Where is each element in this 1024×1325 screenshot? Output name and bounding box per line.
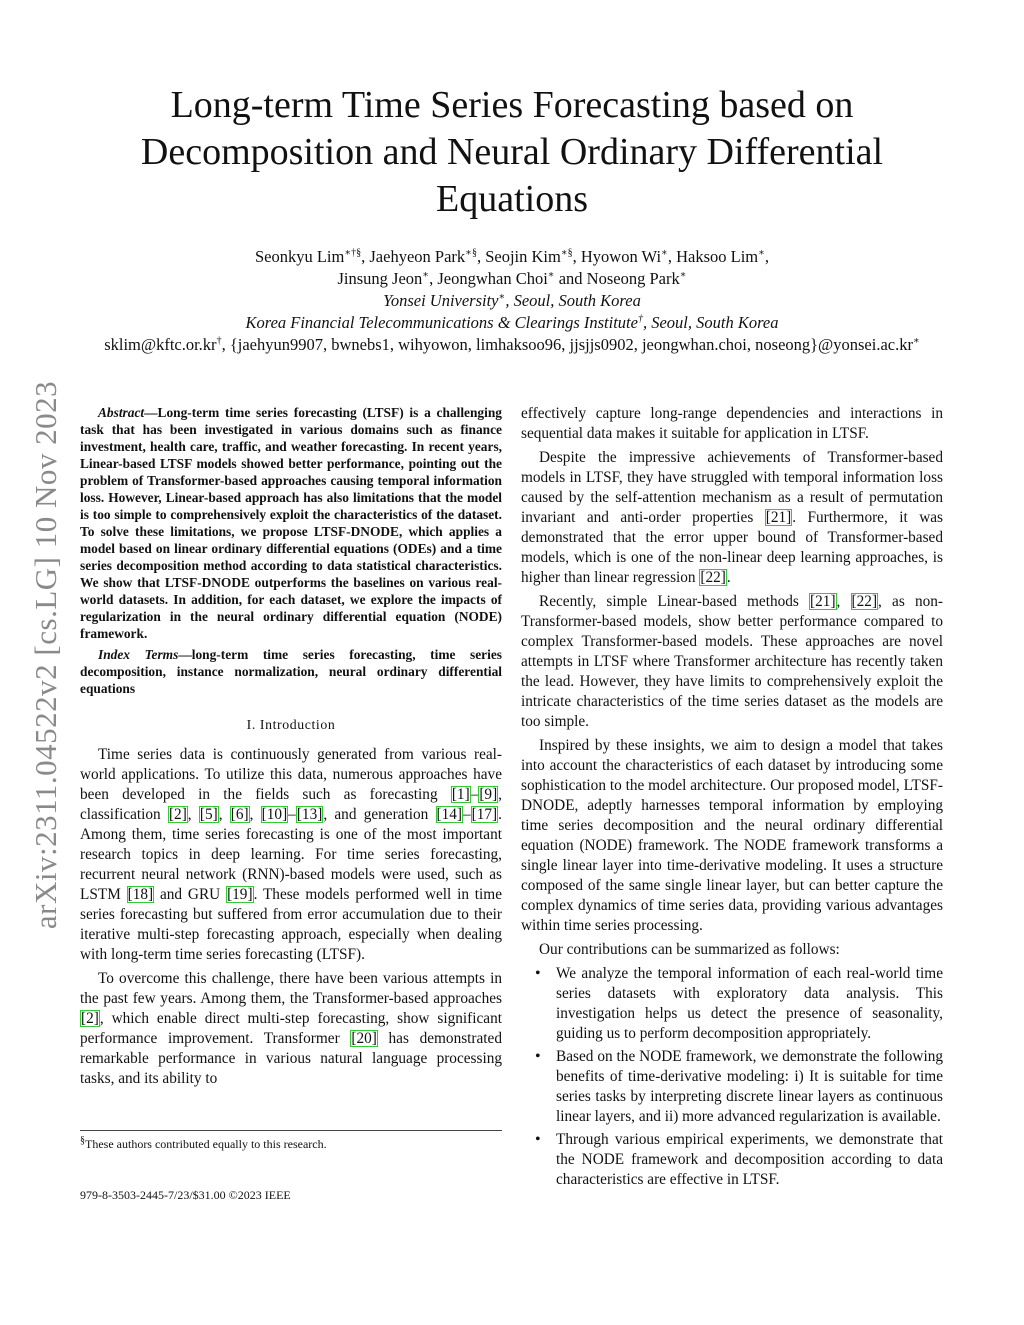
text: has demonstrated remarkable performance in various natural language processing tasks, and its ability to — [80, 1030, 502, 1087]
citation-link[interactable]: [20] — [351, 1030, 377, 1047]
citation-link[interactable]: [18] — [127, 886, 154, 903]
citation-link[interactable]: [13] — [296, 806, 323, 823]
text: , — [249, 806, 261, 823]
contributions-intro: Our contributions can be summarized as follows: — [539, 941, 840, 958]
author-name: , Jeongwhan Choi — [429, 269, 548, 288]
intro-paragraph-continued: effectively capture long-range dependencies and interactions in sequential data makes it suitable for application in LTSF. — [521, 405, 943, 442]
paper-title: Long-term Time Series Forecasting based on Decomposition and Neural Ordinary Differential Equations — [140, 84, 884, 220]
text: , — [218, 806, 230, 823]
text: and GRU — [154, 886, 227, 903]
intro-paragraph-3 — [521, 448, 943, 588]
abstract-label: Abstract — [98, 405, 145, 420]
affiliation-name: Korea Financial Telecommunications & Clearings Institute — [245, 313, 638, 332]
citation-link[interactable]: [21] — [810, 593, 836, 610]
affiliation-location: , Seoul, South Korea — [642, 313, 779, 332]
author-name: , Jaehyeon Park — [361, 247, 466, 266]
author-mark: ∗ — [422, 269, 430, 281]
text: Despite the impressive achievements of Transformer-based models in LTSF, they have struggled with temporal information loss caused by the self-attention mechanism as a result of permutation invariant and anti-order properties — [521, 449, 943, 526]
affiliation-2 — [80, 312, 944, 334]
text: , which enable direct multi-step forecasting, show significant performance improvement. Transformer — [80, 1010, 502, 1047]
affiliation-name: Yonsei University — [383, 291, 499, 310]
author-block — [80, 246, 944, 356]
arxiv-identifier: arXiv:2311.04522v2 [cs.LG] 10 Nov 2023 — [28, 380, 63, 930]
author-mark: ∗ — [679, 269, 687, 281]
author-mark: ∗§ — [560, 247, 573, 259]
contribution-item: • We analyze the temporal information of each real-world time series datasets with exploratory data analysis. This investigation helps us detect the presence of seasonality, guiding us to perform decomposition appropriately. — [521, 964, 943, 1044]
intro-paragraph-5: Inspired by these insights, we aim to design a model that takes into account the characteristics of each dataset by introducing some sophistication to the model architecture. Our proposed model, LTSF-DNODE, adeptly harnesses temporal information by employing time series decomposition and the neural ordinary differential equation (NODE) framework. The NODE framework transforms a single linear layer into time-derivative modeling. It uses a structure composed of the same single linear layer, but can better capture the complex dynamics of time series data, providing various advantages within time series processing. — [521, 737, 943, 934]
abstract — [80, 404, 502, 697]
author-mark: ∗ — [547, 269, 555, 281]
text: To overcome this challenge, there have been various attempts in the past few years. Among them, the Transformer-based approaches — [80, 970, 502, 1007]
citation-link[interactable]: [5] — [199, 806, 218, 823]
right-column — [521, 404, 943, 1193]
text: – — [470, 786, 479, 803]
citation-link[interactable]: [19] — [227, 886, 253, 903]
copyright-notice: 979-8-3503-2445-7/23/$31.00 ©2023 IEEE — [80, 1188, 291, 1202]
intro-paragraph-1 — [80, 745, 502, 965]
text: , as non-Transformer-based models, show better performance compared to complex Transformer-based models. These approaches are novel attempts in LTSF where Transformer architecture has recently taken the lead. However, they have limits to comprehensively exploit the intricate characteristics of the time series dataset as the models are too simple. — [521, 593, 943, 730]
footnote-mark: § — [80, 1135, 85, 1146]
text: , and generation — [323, 806, 436, 823]
author-mark: ∗†§ — [344, 247, 362, 259]
affiliation-mark: † — [637, 313, 643, 325]
author-line-1 — [80, 246, 944, 268]
email-mark: ∗ — [912, 335, 920, 347]
abstract-text: —Long-term time series forecasting (LTSF) is a challenging task that has been investigated in various domains such as finance investment, health care, traffic, and weather forecasting. In recent years, Linear-based LTSF models showed better performance, pointing out the problem of Transformer-based approaches causing temporal information loss. However, Linear-based approach has also limitations that the model is too simple to comprehensively exploit the characteristics of the dataset. To solve these limitations, we propose LTSF-DNODE, which applies a model based on linear ordinary differential equations (ODEs) and a time series decomposition method according to data statistical characteristics. We show that LTSF-DNODE outperforms the baselines on various real-world datasets. In addition, for each dataset, we explore the impacts of regularization in the neural ordinary differential equation (NODE) framework. — [80, 405, 502, 641]
citation-link[interactable]: [22] — [851, 593, 878, 610]
author-mark: ∗ — [758, 247, 765, 259]
citation-link[interactable]: [2] — [168, 806, 187, 823]
citation-link[interactable]: [9] — [479, 786, 498, 803]
index-terms-label: Index Terms — [98, 647, 179, 662]
email-yonsei[interactable]: , {jaehyun9907, bwnebs1, wihyowon, limhaksoo96, jjsjjs0902, jeongwhan.choi, noseong}@yonsei.ac.kr — [221, 335, 913, 354]
index-terms-text: —long-term time series forecasting, time series decomposition, instance normalization, neural ordinary differential equations — [80, 647, 503, 696]
email-mark: † — [216, 335, 222, 347]
abstract-paragraph — [80, 404, 502, 642]
text: . Among them, time series forecasting is one of the most important research topics in deep learning. For time series forecasting, recurrent neural network (RNN)-based models were used, such as LSTM — [80, 806, 502, 903]
citation-link[interactable]: [1] — [451, 786, 470, 803]
author-line-2 — [80, 268, 944, 290]
intro-paragraph-4 — [521, 592, 943, 732]
text: Recently, simple Linear-based methods — [539, 593, 810, 610]
citation-link[interactable]: [14] — [436, 806, 462, 823]
citation-link[interactable]: [17] — [471, 806, 498, 823]
author-separator: , — [764, 247, 770, 266]
text: , classification — [80, 786, 502, 823]
text: . Furthermore, it was demonstrated that the error upper bound of Transformer-based models, which is one of the non-linear deep learning approaches, is higher than linear regression — [521, 509, 943, 586]
footnote-text: These authors contributed equally to this research. — [85, 1137, 327, 1151]
citation-link[interactable]: [21] — [765, 509, 792, 526]
citation-link[interactable]: [22] — [700, 569, 726, 586]
text: Time series data is continuously generated from various real-world applications. To utilize this data, numerous approaches have been developed in the fields such as forecasting — [80, 746, 502, 803]
index-terms — [80, 646, 502, 697]
email-line — [80, 334, 944, 356]
text: – — [288, 806, 296, 823]
affiliation-1 — [80, 290, 944, 312]
contribution-item: • Based on the NODE framework, we demonstrate the following benefits of time-derivative modeling: i) It is suitable for time series tasks by interpreting discrete linear layers as continuous linear layers, and ii) more advanced regularization is available. — [521, 1047, 943, 1127]
text: , — [836, 593, 851, 610]
text: – — [463, 806, 471, 823]
citation-link[interactable]: [6] — [230, 806, 249, 823]
contributions-list — [521, 964, 943, 1190]
author-name: Seonkyu Lim — [254, 247, 345, 266]
intro-paragraph-2 — [80, 969, 502, 1089]
author-name: Jinsung Jeon — [337, 269, 423, 288]
text: . These models performed well in time series forecasting but suffered from error accumulation due to their iterative multi-step forecasting approach, especially when dealing with long-term time series forecasting (LTSF). — [80, 886, 502, 963]
email-kftc[interactable]: sklim@kftc.or.kr — [104, 335, 217, 354]
footnote — [80, 1130, 502, 1152]
author-mark: ∗ — [661, 247, 668, 259]
section-heading-introduction: I. Introduction — [246, 717, 336, 732]
citation-link[interactable]: [10] — [261, 806, 288, 823]
text: , — [187, 806, 199, 823]
contribution-item: • Through various empirical experiments, we demonstrate that the NODE framework and decomposition according to data characteristics are effective in LTSF. — [521, 1130, 943, 1190]
author-name: , Hyowon Wi — [572, 247, 662, 266]
citation-link[interactable]: [2] — [81, 1010, 99, 1027]
author-name: and Noseong Park — [554, 269, 680, 288]
affiliation-location: , Seoul, South Korea — [505, 291, 641, 310]
author-mark: ∗§ — [465, 247, 477, 259]
left-column — [80, 404, 502, 1093]
arxiv-sidebar-stamp — [26, 345, 66, 965]
text: . — [726, 569, 731, 586]
author-name: , Haksoo Lim — [667, 247, 759, 266]
affiliation-mark: ∗ — [498, 291, 506, 303]
author-name: , Seojin Kim — [476, 247, 561, 266]
